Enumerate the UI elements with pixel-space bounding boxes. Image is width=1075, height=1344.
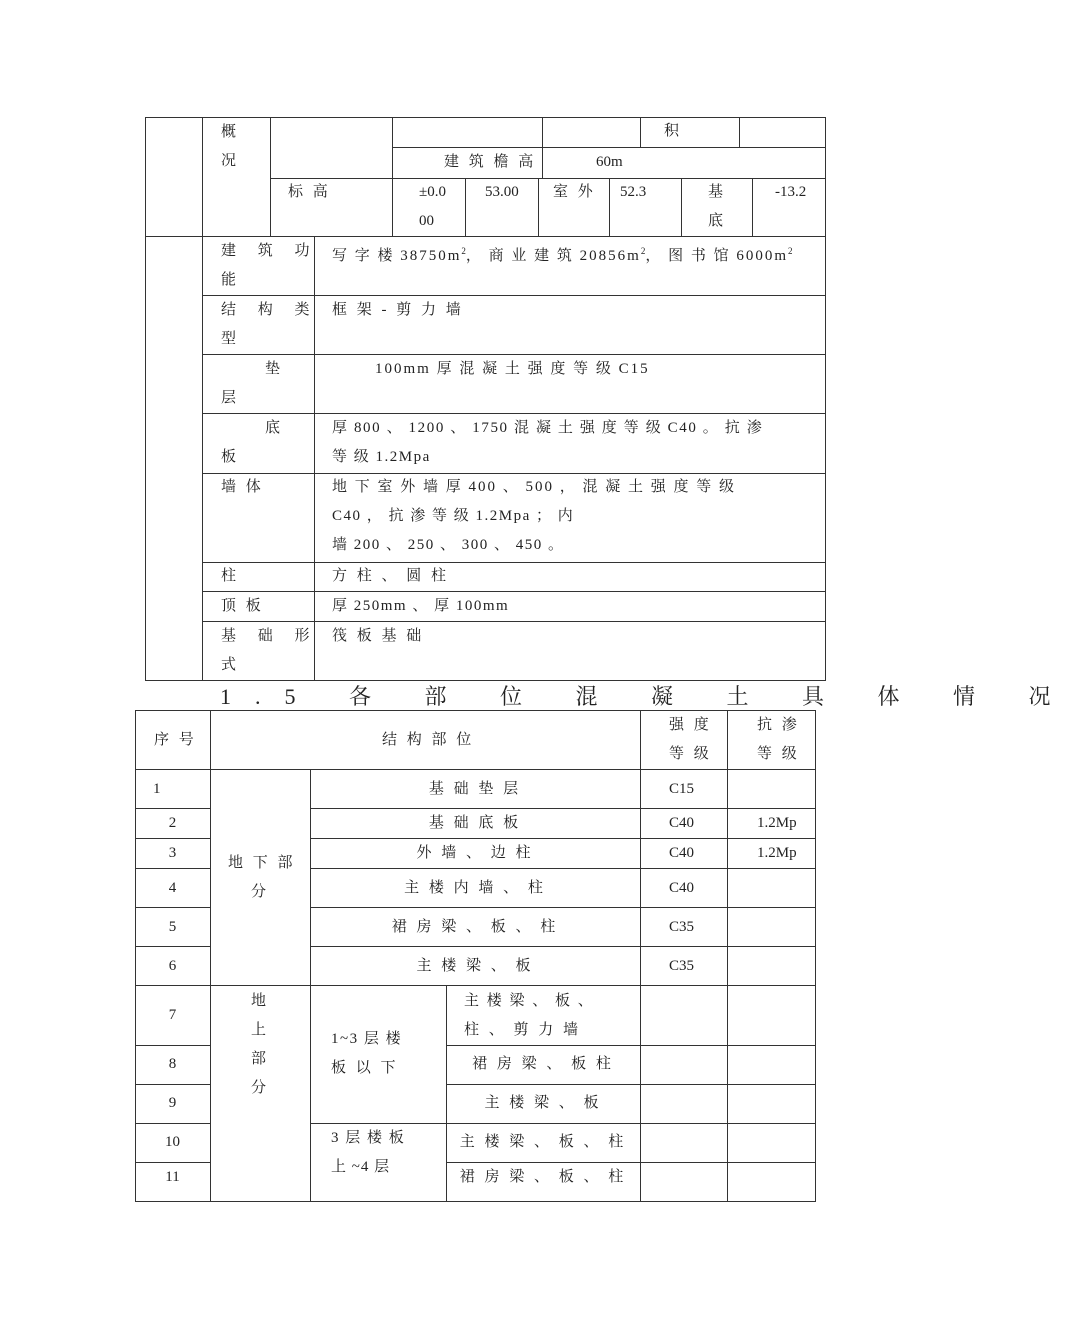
roof-label: 顶 板: [221, 598, 264, 614]
row-5-no: 5: [168, 919, 177, 935]
function-value-sup-1: 2: [461, 246, 466, 256]
base-label-line1: 基: [708, 184, 727, 200]
zero-elevation-value: 53.00: [485, 184, 519, 200]
aboveground-label-4: 分: [251, 1080, 270, 1096]
row-1-no: 1: [153, 781, 161, 797]
structure-label-line2: 型: [221, 331, 240, 347]
row-3-impermeability: 1.2Mp: [757, 845, 797, 861]
elevation-label: 标 高: [288, 184, 331, 200]
row-8-no: 8: [168, 1056, 177, 1072]
row-3-strength: C40: [669, 845, 695, 861]
wall-value-line1: 地 下 室 外 墙 厚 400 、 500 ， 混 凝 土 强 度 等 级: [332, 479, 737, 495]
function-value-commercial: ， 商 业 建 筑 20856m: [465, 248, 641, 264]
function-label-line2: 能: [221, 272, 240, 288]
header-strength-line2: 等 级: [669, 746, 712, 762]
function-label-line1: 建 筑 功: [221, 243, 319, 259]
row-4-no: 4: [168, 880, 177, 896]
cushion-value: 100mm 厚 混 凝 土 强 度 等 级 C15: [375, 361, 650, 377]
row-4-strength: C40: [669, 880, 695, 896]
zero-elevation-line2: 00: [419, 213, 434, 229]
row-9-no: 9: [168, 1095, 177, 1111]
row-7-part-line2: 柱 、 剪 力 墙: [464, 1022, 582, 1038]
row-4-part: 主 楼 内 墙 、 柱: [404, 880, 546, 896]
foundation-label-line2: 式: [221, 657, 240, 673]
row-5-part: 裙 房 梁 、 板 、 柱: [391, 919, 559, 935]
row-1-strength: C15: [669, 781, 695, 797]
header-structural-part: 结 构 部 位: [382, 732, 475, 748]
column-label: 柱: [221, 568, 240, 584]
structure-value: 框 架 - 剪 力 墙: [332, 302, 464, 318]
row-3-no: 3: [168, 845, 177, 861]
bottom-slab-label-line1: 底: [265, 420, 284, 436]
roof-value: 厚 250mm 、 厚 100mm: [332, 598, 510, 614]
row-2-strength: C40: [669, 815, 695, 831]
bottom-slab-value-line2: 等 级 1.2Mpa: [332, 449, 431, 465]
base-label-line2: 底: [708, 213, 727, 229]
outdoor-label: 室 外: [553, 184, 596, 200]
underground-label-line1: 地 下 部: [228, 855, 296, 871]
floor-group-2-line1: 3 层 楼 板: [331, 1130, 406, 1146]
zero-elevation-line1: ±0.0: [419, 184, 446, 200]
eaves-height-label: 建 筑 檐 高: [444, 154, 537, 170]
wall-value-line3: 墙 200 、 250 、 300 、 450 。: [332, 537, 565, 553]
area-label-fragment: 积: [664, 123, 683, 139]
function-value: [332, 237, 793, 271]
aboveground-label-3: 部: [251, 1051, 270, 1067]
overview-label-line2: 况: [221, 153, 240, 169]
foundation-label-line1: 基 础 形: [221, 628, 319, 644]
foundation-value: 筏 板 基 础: [332, 628, 425, 644]
structure-label-line1: 结 构 类: [221, 302, 319, 318]
function-value-office: 写 字 楼 38750m: [332, 248, 462, 264]
row-3-part: 外 墙 、 边 柱: [416, 845, 534, 861]
cushion-label-line1: 垫: [265, 361, 284, 377]
bottom-slab-label-line2: 板: [221, 449, 240, 465]
header-impermeability-line1: 抗 渗: [757, 717, 800, 733]
cushion-label-line2: 层: [221, 390, 240, 406]
bottom-slab-value-line1: 厚 800 、 1200 、 1750 混 凝 土 强 度 等 级 C40 。 抗 渗: [332, 420, 764, 436]
row-6-part: 主 楼 梁 、 板: [416, 958, 534, 974]
header-impermeability-line2: 等 级: [757, 746, 800, 762]
column-value: 方 柱 、 圆 柱: [332, 568, 450, 584]
row-10-no: 10: [165, 1134, 180, 1150]
eaves-height-value: 60m: [596, 154, 623, 170]
row-8-part: 裙 房 梁 、 板 柱: [472, 1056, 614, 1072]
function-value-sup-3: 2: [788, 246, 793, 256]
underground-label-line2: 分: [251, 884, 270, 900]
outdoor-value: 52.3: [620, 184, 647, 200]
row-7-no: 7: [168, 1007, 177, 1023]
row-11-no: 11: [165, 1169, 180, 1185]
row-11-part: 裙 房 梁 、 板 、 柱: [459, 1169, 627, 1185]
aboveground-label-1: 地: [251, 993, 270, 1009]
floor-group-2-line2: 上 ~4 层: [331, 1159, 391, 1175]
row-1-part: 基 础 垫 层: [428, 781, 522, 797]
row-2-part: 基 础 底 板: [428, 815, 522, 831]
floor-group-1-line2: 板 以 下: [331, 1060, 399, 1076]
row-10-part: 主 楼 梁 、 板 、 柱: [459, 1134, 627, 1150]
header-strength-line1: 强 度: [669, 717, 712, 733]
base-value: -13.2: [775, 184, 807, 200]
row-7-part-line1: 主 楼 梁 、 板 、: [464, 993, 595, 1009]
row-5-strength: C35: [669, 919, 695, 935]
floor-group-1-line1: 1~3 层 楼: [331, 1031, 403, 1047]
section-heading: 1.5 各 部 位 混 凝 土 具 体 情 况: [220, 684, 1075, 709]
row-6-no: 6: [168, 958, 177, 974]
aboveground-label-2: 上: [251, 1022, 270, 1038]
row-2-no: 2: [168, 815, 177, 831]
wall-value-line2: C40 ， 抗 渗 等 级 1.2Mpa ； 内: [332, 508, 575, 524]
function-value-library: ， 图 书 馆 6000m: [645, 248, 789, 264]
wall-label: 墙 体: [221, 479, 264, 495]
overview-label-line1: 概: [221, 124, 240, 140]
row-9-part: 主 楼 梁 、 板: [484, 1095, 602, 1111]
header-seq: 序 号: [154, 732, 197, 748]
row-6-strength: C35: [669, 958, 695, 974]
function-value-sup-2: 2: [640, 246, 646, 256]
row-2-impermeability: 1.2Mp: [757, 815, 797, 831]
